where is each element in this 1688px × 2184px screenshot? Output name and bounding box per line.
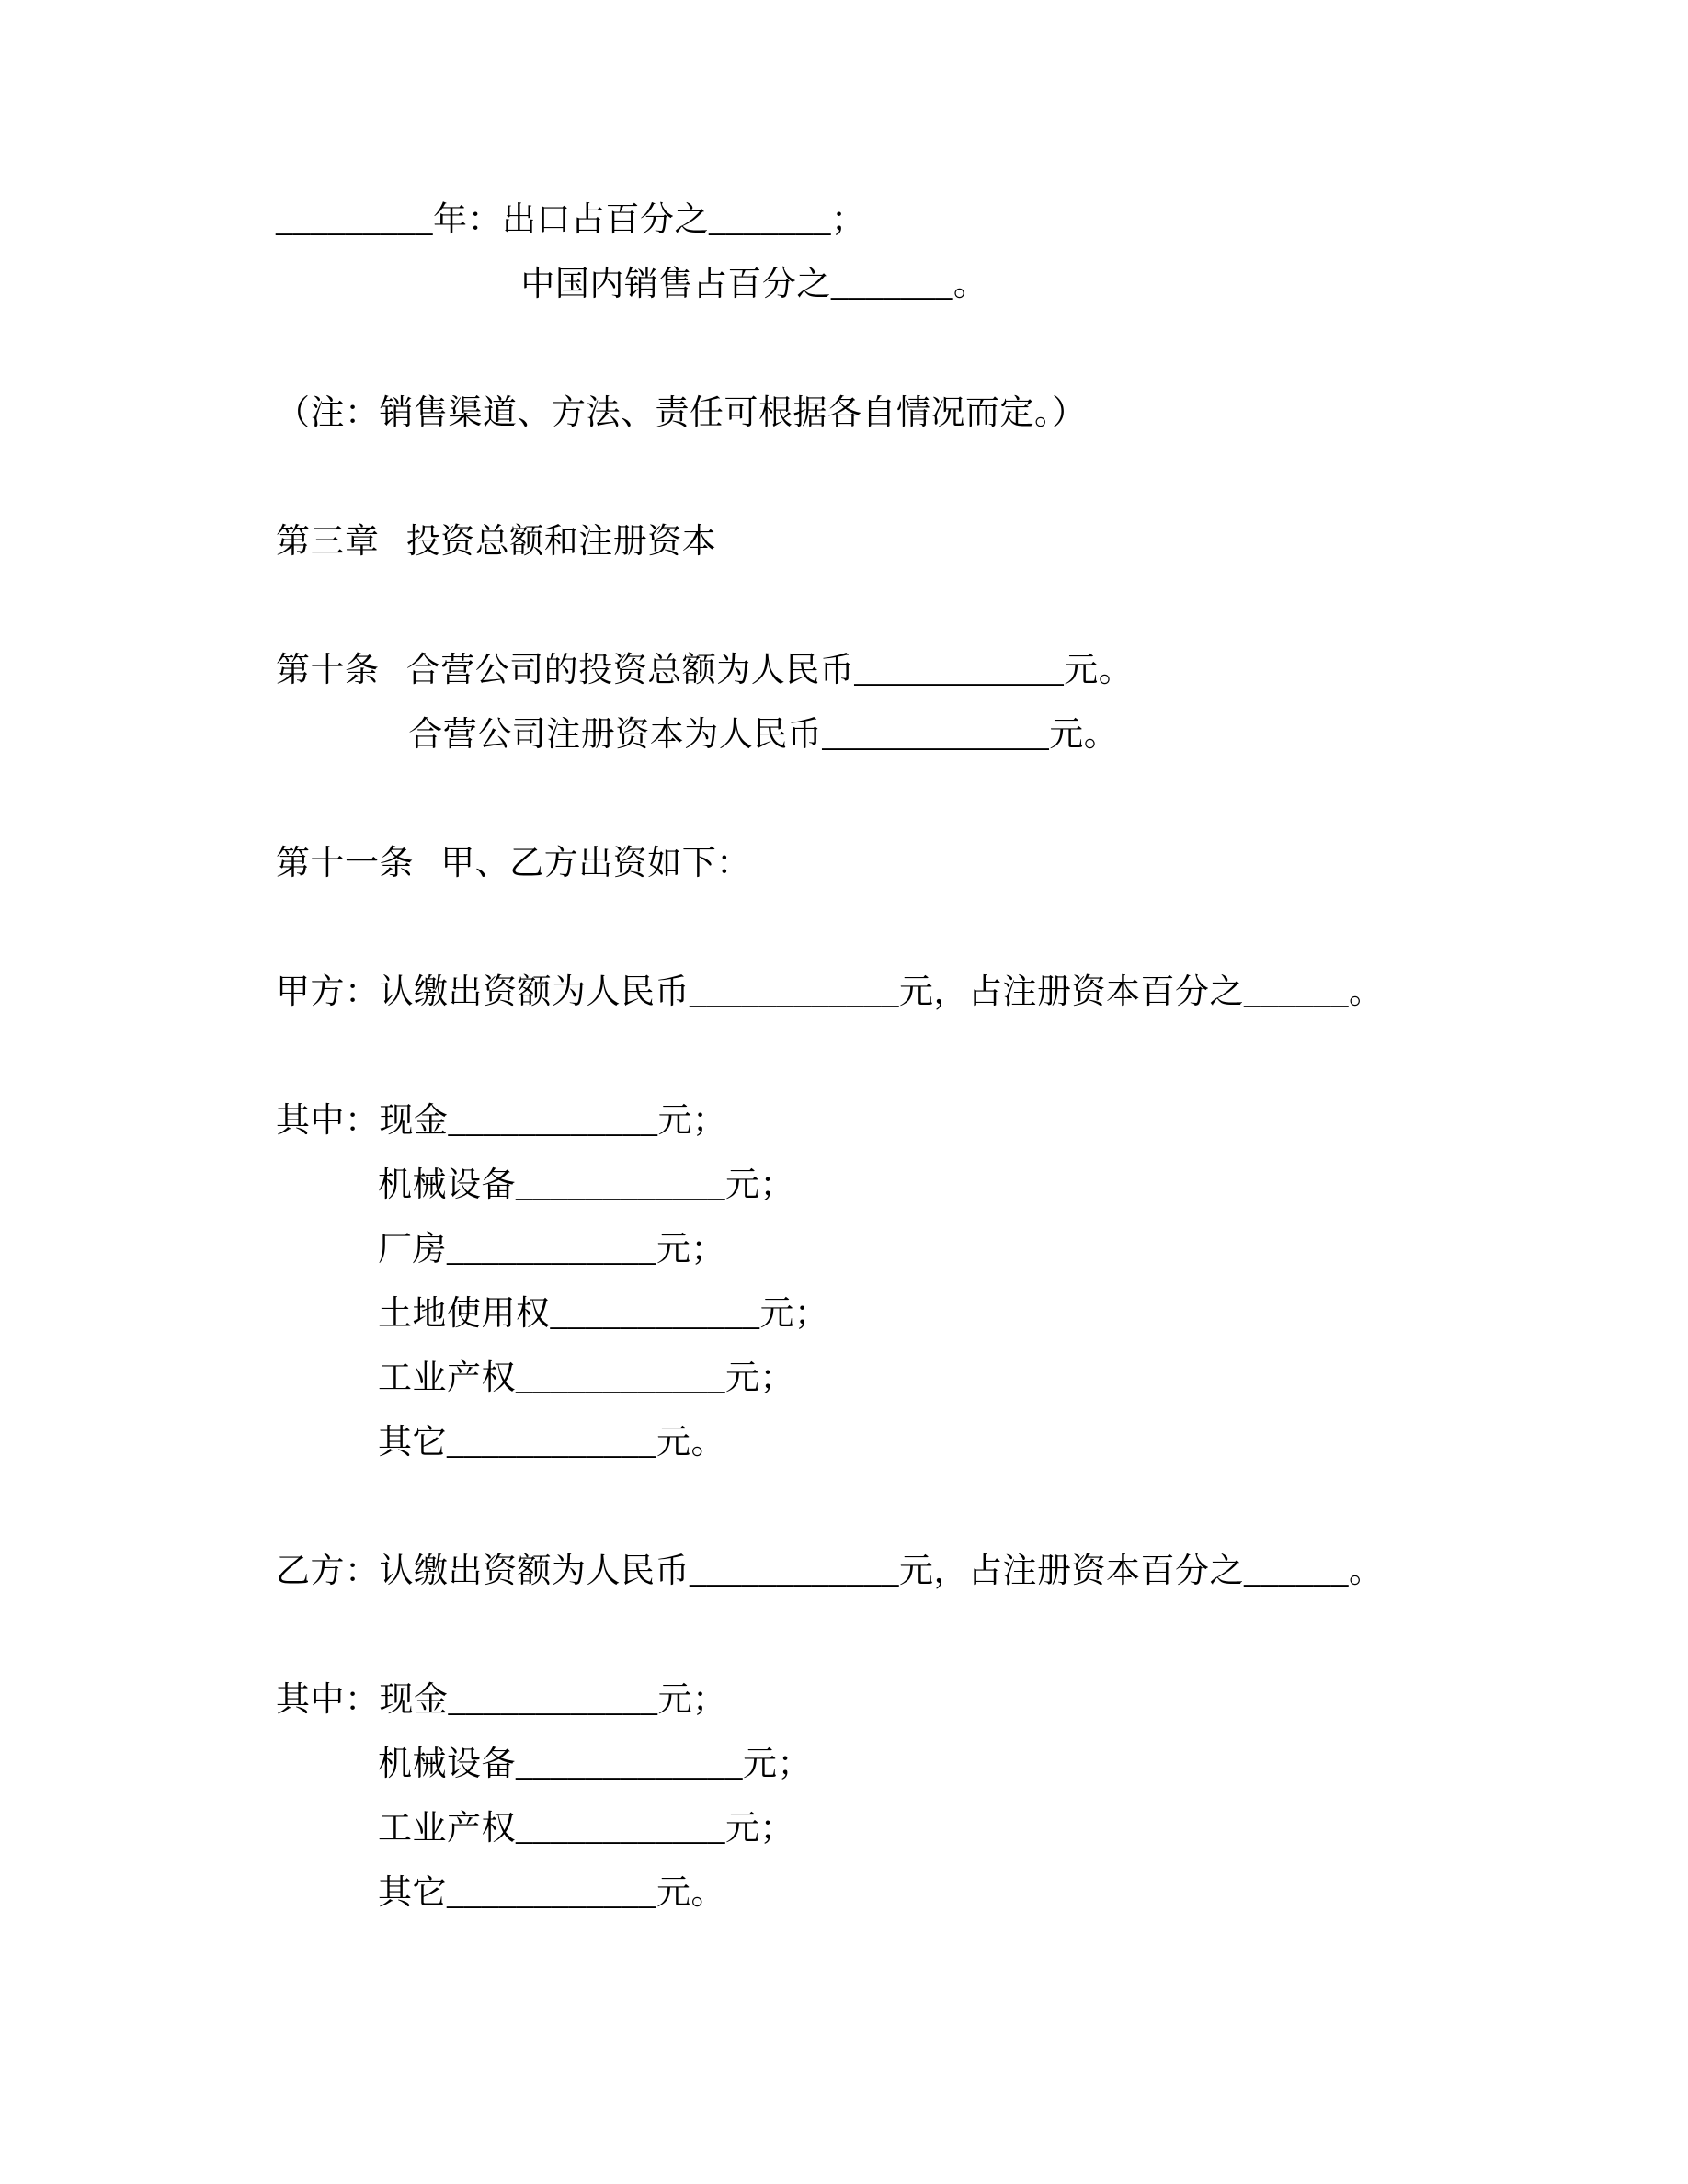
line-partyA-factory: 厂房____________元； <box>378 1231 725 1268</box>
document-body <box>276 188 1578 1926</box>
line-article11-heading: 第十一条 甲、乙方出资如下： <box>276 845 751 882</box>
line-partyB-machinery: 机械设备_____________元； <box>378 1746 812 1783</box>
line-partyA-cash: 其中：现金____________元； <box>276 1102 727 1140</box>
blank-line <box>276 1475 1578 1540</box>
line-note-sales-channels: （注：销售渠道、方法、责任可根据各自情况而定。） <box>276 394 1087 432</box>
line-partyA-subscribed-contribution: 甲方：认缴出资额为人民币____________元，占注册资本百分之______。 <box>276 973 1384 1011</box>
line-partyB-other: 其它____________元。 <box>378 1874 725 1912</box>
line-domestic-sales-percentage: 中国内销售占百分之_______。 <box>520 266 988 303</box>
line-partyB-industrial-property: 工业产权____________元； <box>378 1810 794 1848</box>
line-partyA-machinery: 机械设备____________元； <box>378 1166 794 1204</box>
line-chapter3-heading: 第三章 投资总额和注册资本 <box>276 523 717 561</box>
line-partyB-cash: 其中：现金____________元； <box>276 1681 727 1719</box>
blank-line <box>276 896 1578 961</box>
blank-line <box>276 317 1578 381</box>
line-partyA-industrial-property: 工业产权____________元； <box>378 1359 794 1397</box>
blank-line <box>276 768 1578 832</box>
blank-line <box>276 446 1578 510</box>
line-partyB-subscribed-contribution: 乙方：认缴出资额为人民币____________元，占注册资本百分之______。 <box>276 1553 1384 1590</box>
line-partyA-land-use-right: 土地使用权____________元； <box>378 1295 829 1333</box>
line-partyA-other: 其它____________元。 <box>378 1424 725 1462</box>
line-article10-total-investment: 第十条 合营公司的投资总额为人民币____________元。 <box>276 652 1134 689</box>
line-year-export-percentage: _________年：出口占百分之_______； <box>276 201 866 239</box>
blank-line <box>276 1604 1578 1668</box>
blank-line <box>276 1025 1578 1089</box>
blank-line <box>276 574 1578 639</box>
line-article10-registered-capital: 合营公司注册资本为人民币_____________元。 <box>408 716 1119 754</box>
